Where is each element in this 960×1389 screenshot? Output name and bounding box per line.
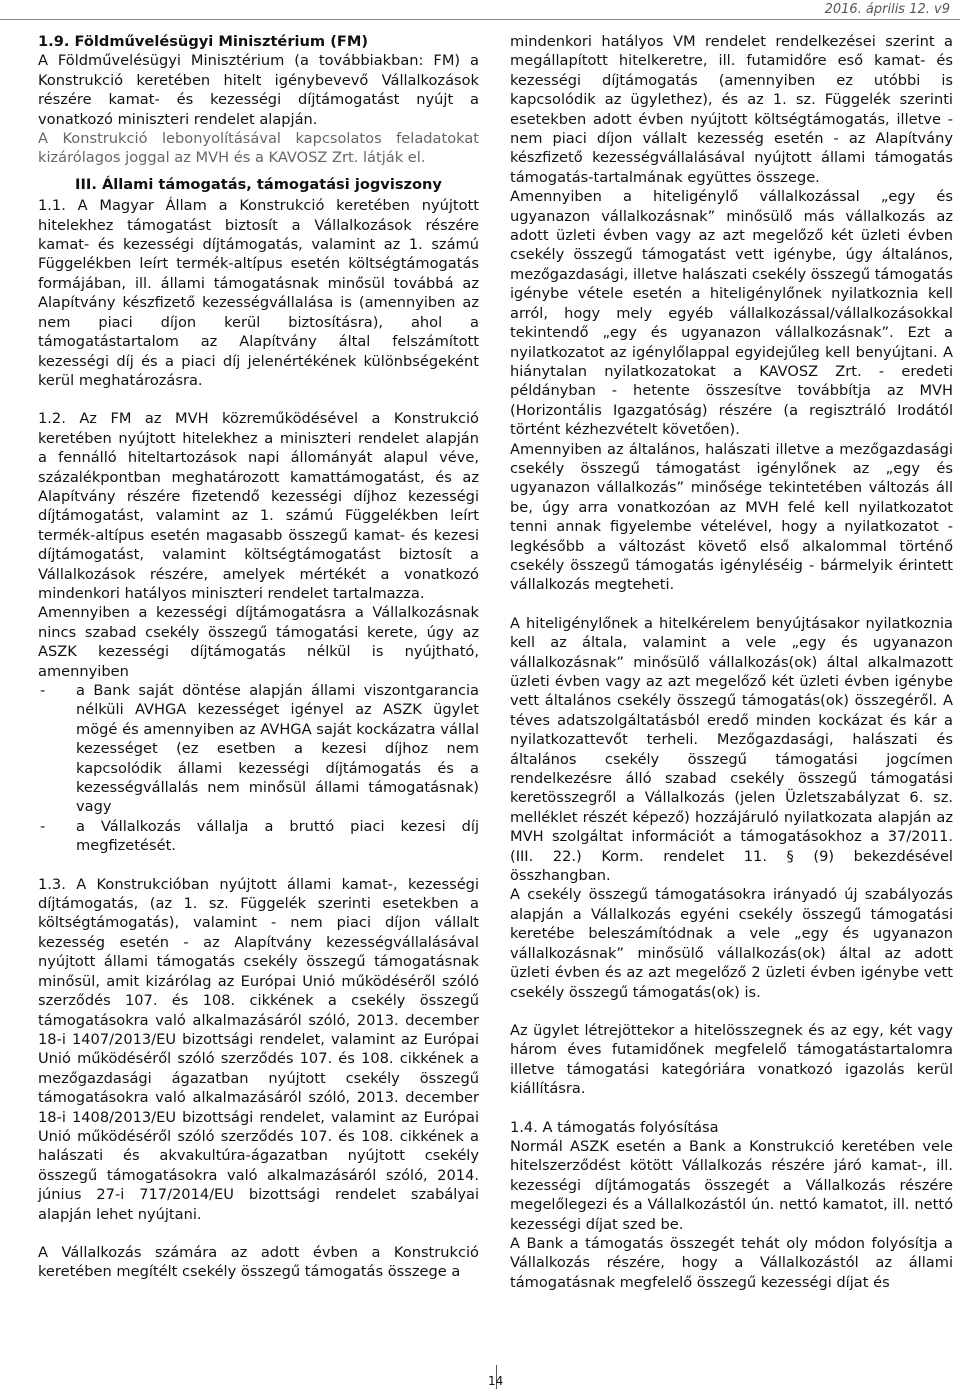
left-column — [38, 32, 479, 1282]
page-number: 14 — [488, 1374, 504, 1388]
right-paragraph-3: Amennyiben az általános, halászati illetve a mezőgazdasági csekély összegű támogatást igénylőnek az „egy és ugyanazon vállalkozás” minősége tekintetében változás áll be, úgy arra vonatkozóan az MVH felé kell nyilatkozatot tenni annak figyelembe vételével, hogy a nyilatkozatot - legkésőbb a változást követő első alkalommal történő csekély összegű támogatás igényléséig - bármelyik érintett vállalkozás megteheti. — [510, 440, 953, 594]
section-1-4-title: 1.4. A támogatás folyósítása — [510, 1118, 719, 1136]
paragraph-1-2: 1.2. Az FM az MVH közreműködésével a Konstrukció keretében nyújtott hitelekhez a miniszteri rendelet alapján a fennálló hiteltartozások napi állományát alapul véve, százalékpontban meghatározott kamattámogatást, és az Alapítvány részére fizetendő kezességi díjhoz kezességi díjtámogatást, valamint az 1. számú Függelékben leírt termék-altípus esetén magasabb összegű kamat- és kezesi díjtámogatást, valamint költségtámogatást biztosít a Vállalkozások részére, amelyek mértékét a vonatkozó mindenkori hatályos miniszteri rendelet tartalmazza. — [38, 410, 479, 602]
right-paragraph-8: A Bank a támogatás összegét tehát oly módon folyósítja a Vállalkozás részére, hogy a Vállalkozástól az állami támogatásnak megfelelő összegű kezességi díjat és — [510, 1234, 953, 1291]
paragraph-vallalkozas-szamara: A Vállalkozás számára az adott évben a Konstrukció keretében megítélt csekély összegű támogatás összege a — [38, 1243, 479, 1281]
section-iii-heading: III. Állami támogatás, támogatási jogviszony — [75, 175, 442, 193]
section-1-9-body: A Földművelésügyi Minisztérium (a továbbiakban: FM) a Konstrukció keretében hitelt igénybevevő Vállalkozások részére kamat- és kezességi díjtámogatást nyújt a vonatkozó miniszteri rendelet alapján. — [38, 52, 479, 128]
section-1-9-gray-text: A Konstrukció lebonyolításával kapcsolatos feladatokat kizárólagos joggal az MVH és a KAVOSZ Zrt. látják el. — [38, 130, 479, 167]
paragraph-1-3: 1.3. A Konstrukcióban nyújtott állami kamat-, kezességi díjtámogatás, (az 1. sz. Függelék szerinti esetekben a költségtámogatás), valamint - nem piaci díjon vállalt kezesség esetén - az Alapítvány kezességvállalásával nyújtott állami támogatás csekély összegű támogatásnak minősül, amit kizárólag az Európai Unió működéséről szóló szerződés 107. és 108. cikkének a csekély összegű támogatásokra való alkalmazásáról szóló, 2013. december 18-i 1407/2013/EU bizottsági rendelet, valamint az Európai Unió működéséről szóló szerződés 107. és 108. cikkének a mezőgazdasági ágazatban nyújtott csekély összegű támogatásokra való alkalmazásáról szóló, 2013. december 18-i 1408/2013/EU bizottsági rendelet, valamint az Európai Unió működéséről szóló szerződés 107. és 108. cikkének a halászati és akvakultúra-ágazatban nyújtott csekély összegű támogatásokra való alkalmazásáról szóló, 2014. június 27-i 717/2014/EU bizottsági rendelet szabályai alapján lehet nyújtani. — [38, 875, 479, 1223]
dash-list-item — [38, 817, 479, 856]
right-paragraph-5: A csekély összegű támogatásokra irányadó új szabályozás alapján a Vállalkozás egyéni csekély összegű támogatási keretébe beleszámítódnak a vele „egy és ugyanazon vállalkozásnak” minősülő vállalkozás(ok) által az adott üzleti évben és az azt megelőző 2 üzleti évben igénybe vett csekély összegű támogatás(ok) is. — [510, 886, 953, 1001]
header-date: 2016. április 12. v9 — [824, 2, 950, 17]
right-paragraph-1: mindenkori hatályos VM rendelet rendelkezései szerint a megállapított hitelkeretre, ill. futamidőre eső kamat- és kezességi díjtámogatás (amennyiben ez utóbbi is kapcsolódik az ügylethez), és az 1. sz. Függelék szerinti esetekben adott évben nyújtott költségtámogatás, illetve - nem piaci díjon vállalt kezesség esetén - az Alapítvány készfizető kezességvállalásával nyújtott állami támogatás támogatás-tartalmának együttes összege. — [510, 33, 953, 186]
right-paragraph-6: Az ügylet létrejöttekor a hitelösszegnek és az egy, két vagy három éves futamidőnek megfelelő támogatástartalomra illetve támogatási kategóriára vonatkozó igazolás kerül kiállításra. — [510, 1021, 953, 1098]
section-1-4-body: Normál ASZK esetén a Bank a Konstrukció keretében vele hitelszerződést kötött Vállalkozás részére járó kamat-, ill. kezességi díjtámogatás összegét a Vállalkozás részére megelőlegezi és a Vállalkozástól ún. nettó kamatot, ill. nettó kezességi díjat szed be. — [510, 1137, 953, 1233]
paragraph-1-2-amennyiben: Amennyiben a kezességi díjtámogatásra a Vállalkozásnak nincs szabad csekély összegű támogatási kerete, úgy az ASZK kezességi díjtámogatás nélkül is nyújtható, amennyiben — [38, 604, 479, 680]
paragraph-1-1: 1.1. A Magyar Állam a Konstrukció keretében nyújtott hitelekhez támogatást biztosít a Vállalkozások részére kamat- és kezességi díjtámogatás, valamint az 1. számú Függelékben leírt termék-altípus esetén költségtámogatás formájában, ill. állami támogatásnak minősül továbbá az Alapítvány készfizető kezességvállalása is (amennyiben az nem piaci díjon kerül biztosításra), ahol a támogatástartalom az Alapítvány által felszámított kezességi díj és a piaci díj jelenértékének különbségeként kerül meghatározásra. — [38, 197, 479, 389]
dash-list-item — [38, 681, 479, 817]
dash-marker: - — [40, 817, 46, 835]
right-paragraph-2: Amennyiben a hiteligénylő vállalkozással „egy és ugyanazon vállalkozásnak” minősülő más vállalkozás az adott üzleti évben vagy az azt megelőző két üzleti évben csekély összegű támogatást vett igénybe, úgy általános, mezőgazdasági, illetve halászati csekély összegű támogatás igénybe vétele esetén a hiteligénylőnek nyilatkoznia kell arról, hogy mely egyéb vállalkozással/vállalkozásokkal tekintendő „egy és ugyanazon vállalkozásnak”. Ezt a nyilatkozatot az igénylőlappal egyidejűleg kell benyújtani. A hiánytalan nyilatkozatokat a KAVOSZ Zrt. - eredeti példányban - hetente összesítve továbbítja az MVH (Horizontális Igazgatóság) részére (a regisztráló Irodától történt kézhezvételt követően). — [510, 188, 953, 439]
dash-marker: - — [40, 682, 46, 699]
section-1-9-title: 1.9. Földművelésügyi Minisztérium (FM) — [38, 33, 369, 50]
right-column — [510, 32, 953, 1292]
header-rule — [0, 19, 960, 20]
dash-item-text: a Vállalkozás vállalja a bruttó piaci kezesi díj megfizetését. — [76, 817, 479, 855]
dash-item-text: a Bank saját döntése alapján állami viszontgarancia nélküli AVHGA kezességet igényel az ASZK ügylet mögé és amennyiben az AVHGA saját kockázatra vállal kezességet (ez esetben a kezesi díjhoz nem kapcsolódik állami kezességi díjtámogatás és a kezességvállalás nem minősül állami támogatásnak) vagy — [76, 682, 479, 816]
right-paragraph-4: A hiteligénylőnek a hitelkérelem benyújtásakor nyilatkoznia kell az általa, valamint a vele „egy és ugyanazon vállalkozásnak” minősülő vállalkozás(ok) által alkalmazott üzleti évben vagy az azt megelőző két üzleti évben igénybe vett általános csekély összegű támogatás(ok) összegéről. A téves adatszolgáltatásból eredő minden kockázat és kár a nyilatkozattevőt terheli. Mezőgazdasági, halászati és általános csekély összegű támogatási jogcímen rendelkezésre álló szabad csekély összegű támogatási keretösszegről a Vállalkozás (jelen Üzletszabályzat 6. sz. melléklet részét képező) hozzájáruló nyilatkozata alapján az MVH szolgáltat információt a támogatásokhoz a 37/2011. (III. 22.) Korm. rendelet 11. § (9) bekezdésével összhangban. — [510, 614, 953, 885]
